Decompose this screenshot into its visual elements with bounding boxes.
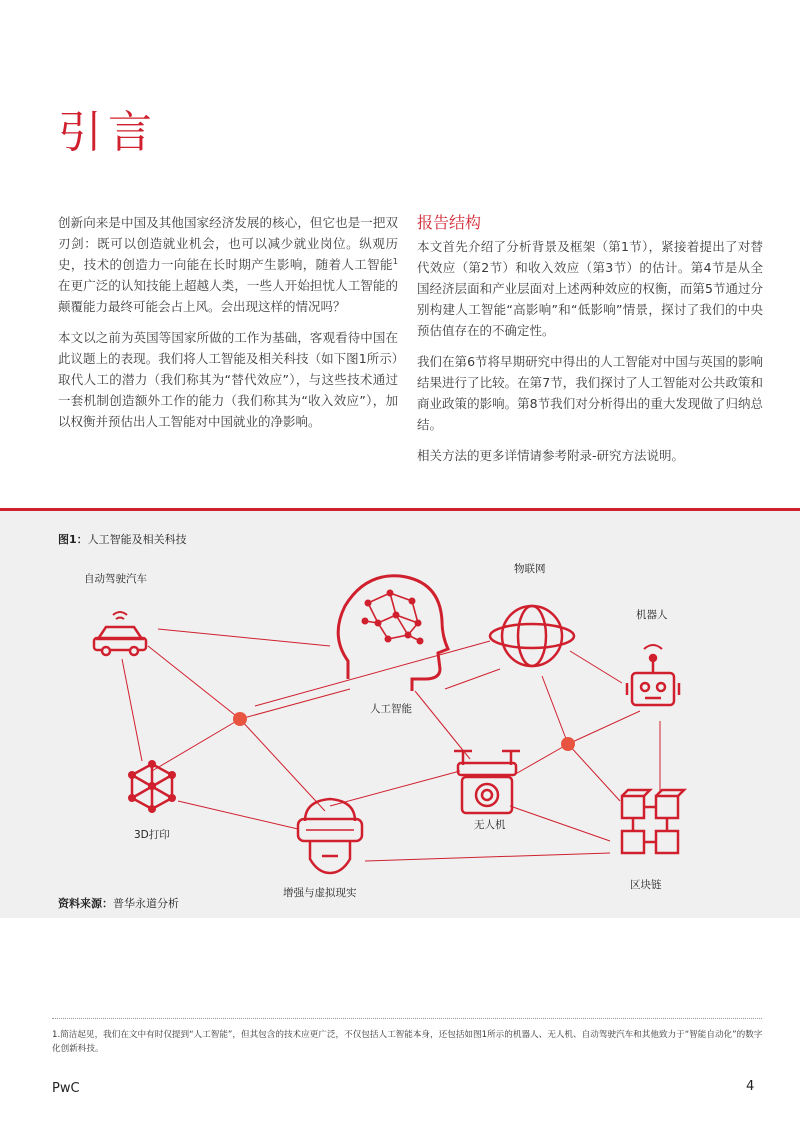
left-paragraph-2: 本文以之前为英国等国家所做的工作为基础，客观看待中国在此议题上的表现。我们将人工智能及相关科技（如下图1所示）取代人工的潜力（我们称其为“替代效应”），与这些技术通过一套机制创造额外工作的能力（我们称其为“收入效应”），加以权衡并预估出人工智能对中国就业的净影响。	[58, 330, 398, 429]
right-column	[417, 212, 763, 476]
right-paragraph-3: 相关方法的更多详情请参考附录-研究方法说明。	[417, 448, 685, 463]
footnote-marker: 1	[392, 256, 398, 266]
figure-caption-text: 人工智能及相关科技	[87, 533, 187, 546]
label-3d-printing: 3D打印	[134, 829, 170, 841]
vr-headset-icon	[298, 799, 362, 873]
page-number: 4	[746, 1079, 755, 1094]
section-heading: 报告结构	[417, 213, 482, 232]
connection-lines	[122, 629, 660, 861]
figure-source-label: 资料来源：	[58, 897, 113, 910]
drone-icon	[454, 751, 520, 813]
right-paragraph-2: 我们在第6节将早期研究中得出的人工智能对中国与英国的影响结果进行了比较。在第7节，我们探讨了人工智能对公共政策和商业政策的影响。第8节我们对分析得出的重大发现做了归纳总结。	[417, 354, 763, 432]
figure-source-text: 普华永道分析	[113, 897, 179, 910]
label-blockchain: 区块链	[630, 879, 662, 891]
label-ai: 人工智能	[370, 703, 412, 715]
figure-panel	[0, 508, 800, 918]
left-column	[58, 212, 398, 442]
right-paragraph-1: 本文首先介绍了分析背景及框架（第1节），紧接着提出了对替代效应（第2节）和收入效应（第3节）的估计。第4节是从全国经济层面和产业层面对上述两种效应的权衡，而第5节通过分别构建人工智能“高影响”和“低影响”情景，探讨了我们的中央预估值存在的不确定性。	[417, 239, 763, 338]
page-title: 引言	[58, 107, 158, 158]
cube-network-icon	[128, 760, 176, 813]
figure-caption-label: 图1：	[58, 533, 88, 546]
left-p1-text-b: 在更广泛的认知技能上超越人类，一些人开始担忧人工智能的颠覆能力最终可能会占上风。会出现这样的情况吗？	[58, 278, 398, 314]
car-icon	[94, 612, 146, 655]
footnote: 1.简洁起见，我们在文中有时仅提到“人工智能”，但其包含的技术应更广泛，不仅包括人工智能本身，还包括如图1所示的机器人、无人机、自动驾驶汽车和其他致力于“智能自动化”的数字化创新科技。	[52, 1030, 763, 1054]
left-paragraph-1	[58, 212, 398, 317]
junction-dot	[561, 737, 575, 751]
figure-caption	[58, 531, 187, 547]
label-iot: 物联网	[514, 563, 546, 575]
junction-dot	[233, 712, 247, 726]
footnote-divider	[52, 1018, 762, 1019]
left-p1-text-a: 创新向来是中国及其他国家经济发展的核心，但它也是一把双刃剑：既可以创造就业机会，也可以减少就业岗位。纵观历史，技术的创造力一向能在长时期产生影响，随着人工智能	[58, 215, 398, 272]
blockchain-icon	[622, 790, 684, 853]
label-ar-vr: 增强与虚拟现实	[283, 887, 357, 899]
figure-source	[58, 895, 179, 911]
brand-name: PwC	[52, 1081, 80, 1096]
globe-icon	[490, 606, 574, 666]
label-autonomous-car: 自动驾驶汽车	[84, 573, 147, 585]
brain-head-icon	[338, 576, 448, 691]
label-robot: 机器人	[636, 609, 668, 621]
robot-icon	[627, 645, 679, 705]
label-drone: 无人机	[474, 819, 506, 831]
